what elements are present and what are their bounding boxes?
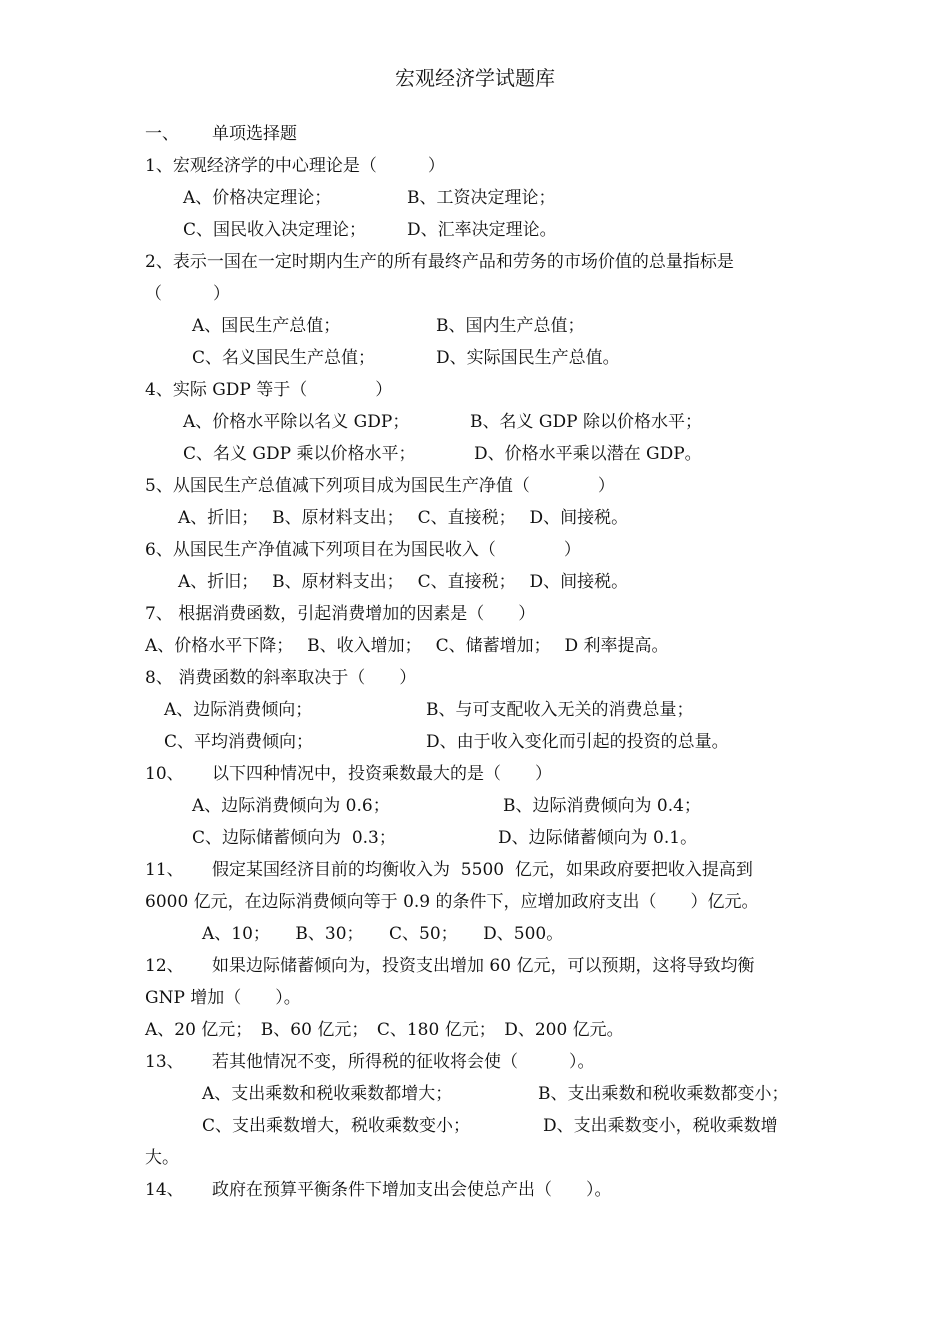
question-13-option-d: D、支出乘数变小，税收乘数增 — [543, 1116, 778, 1136]
question-5-options: A、折旧； B、原材料支出； C、直接税； D、间接税。 — [178, 508, 629, 528]
question-1-option-b: B、工资决定理论； — [407, 188, 556, 208]
question-7-options: A、价格水平下降； B、收入增加； C、储蓄增加； D 利率提高。 — [145, 636, 669, 656]
question-4-stem: 4、实际 GDP 等于（ ） — [145, 380, 393, 400]
question-10-option-b: B、边际消费倾向为 0.4； — [503, 796, 701, 816]
question-8-option-a: A、边际消费倾向； — [164, 700, 313, 720]
question-14-stem: 政府在预算平衡条件下增加支出会使总产出（ ）。 — [212, 1180, 612, 1200]
question-13-stem: 若其他情况不变，所得税的征收将会使（ ）。 — [212, 1052, 595, 1072]
question-1-option-d: D、汇率决定理论。 — [407, 220, 557, 240]
question-8-option-d: D、由于收入变化而引起的投资的总量。 — [426, 732, 729, 752]
question-11-stem-cont: 6000 亿元，在边际消费倾向等于 0.9 的条件下，应增加政府支出（ ）亿元。 — [145, 892, 759, 912]
question-2-stem: 2、表示一国在一定时期内生产的所有最终产品和劳务的市场价值的总量指标是 — [145, 252, 734, 272]
question-8-option-b: B、与可支配收入无关的消费总量； — [426, 700, 694, 720]
section-number: 一、 — [145, 124, 179, 144]
page-title: 宏观经济学试题库 — [395, 66, 555, 90]
question-10-number: 10、 — [145, 764, 184, 784]
question-6-stem: 6、从国民生产净值减下列项目在为国民收入（ ） — [145, 540, 581, 560]
question-4-option-d: D、价格水平乘以潜在 GDP。 — [474, 444, 702, 464]
question-13-option-b: B、支出乘数和税收乘数都变小； — [538, 1084, 789, 1104]
question-14-number: 14、 — [145, 1180, 184, 1200]
question-13-option-c: C、支出乘数增大，税收乘数变小； — [202, 1116, 471, 1136]
question-12-number: 12、 — [145, 956, 184, 976]
question-4-option-b: B、名义 GDP 除以价格水平； — [470, 412, 702, 432]
question-11-options: A、10； B、30； C、50； D、500。 — [202, 924, 564, 944]
question-12-stem-cont: GNP 增加（ ）。 — [145, 988, 301, 1008]
question-2-option-b: B、国内生产总值； — [436, 316, 585, 336]
question-10-option-a: A、边际消费倾向为 0.6； — [192, 796, 390, 816]
question-4-option-c: C、名义 GDP 乘以价格水平； — [183, 444, 416, 464]
question-2-option-a: A、国民生产总值； — [192, 316, 341, 336]
question-10-stem: 以下四种情况中，投资乘数最大的是（ ） — [212, 764, 552, 784]
question-13-option-a: A、支出乘数和税收乘数都增大； — [202, 1084, 453, 1104]
question-4-option-a: A、价格水平除以名义 GDP； — [183, 412, 410, 432]
question-12-options: A、20 亿元； B、60 亿元； C、180 亿元； D、200 亿元。 — [145, 1020, 624, 1040]
question-10-option-d: D、边际储蓄倾向为 0.1。 — [498, 828, 698, 848]
question-11-number: 11、 — [145, 860, 184, 880]
question-7-stem: 7、 根据消费函数，引起消费增加的因素是（ ） — [145, 604, 536, 624]
question-5-stem: 5、从国民生产总值减下列项目成为国民生产净值（ ） — [145, 476, 615, 496]
question-2-stem-cont: （ ） — [145, 284, 230, 304]
question-6-options: A、折旧； B、原材料支出； C、直接税； D、间接税。 — [178, 572, 629, 592]
section-heading: 单项选择题 — [212, 124, 297, 144]
question-11-stem: 假定某国经济目前的均衡收入为 5500 亿元，如果政府要把收入提高到 — [212, 860, 753, 880]
question-1-option-a: A、价格决定理论； — [183, 188, 332, 208]
question-13-number: 13、 — [145, 1052, 184, 1072]
question-2-option-d: D、实际国民生产总值。 — [436, 348, 620, 368]
question-8-option-c: C、平均消费倾向； — [164, 732, 314, 752]
question-1-option-c: C、国民收入决定理论； — [183, 220, 367, 240]
question-10-option-c: C、边际储蓄倾向为 0.3； — [192, 828, 396, 848]
question-8-stem: 8、 消费函数的斜率取决于（ ） — [145, 668, 417, 688]
question-1-stem: 1、宏观经济学的中心理论是（ ） — [145, 156, 445, 176]
question-12-stem: 如果边际储蓄倾向为，投资支出增加 60 亿元，可以预期，这将导致均衡 — [212, 956, 755, 976]
question-13-option-d-cont: 大。 — [145, 1148, 179, 1168]
question-2-option-c: C、名义国民生产总值； — [192, 348, 376, 368]
